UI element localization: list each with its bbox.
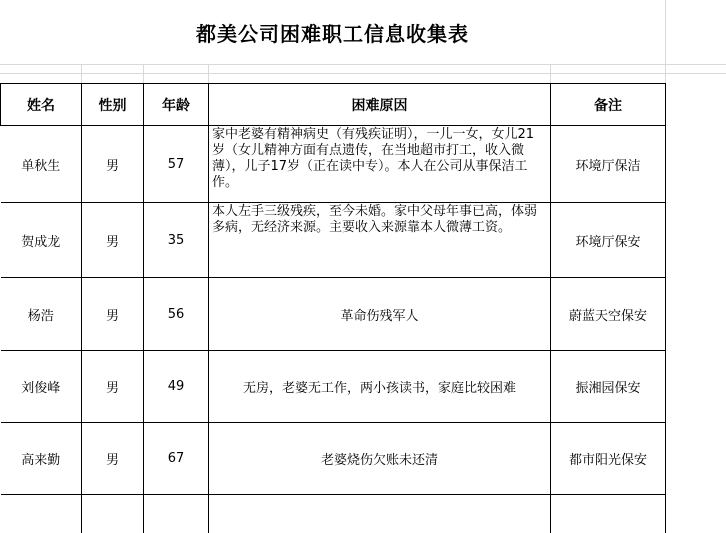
grid-row-line xyxy=(0,64,726,65)
cell-name[interactable]: 高来勤 xyxy=(1,423,82,495)
table-row xyxy=(1,126,666,203)
cell-note[interactable]: 振湘园保安 xyxy=(551,351,666,423)
table-header-row xyxy=(1,84,666,126)
cell-note[interactable]: 都市阳光保安 xyxy=(551,423,666,495)
table-row xyxy=(1,351,666,423)
cell-name[interactable]: 单秋生 xyxy=(1,126,82,203)
cell-name[interactable]: 杨浩 xyxy=(1,278,82,351)
cell-age[interactable]: 35 xyxy=(144,203,209,278)
cell-reason[interactable]: 无房，老婆无工作，两小孩读书，家庭比较困难 xyxy=(209,351,551,423)
cell-age[interactable]: 57 xyxy=(144,126,209,203)
cell-age[interactable]: 49 xyxy=(144,351,209,423)
grid-row-line xyxy=(0,73,726,74)
cell-empty[interactable] xyxy=(144,495,209,533)
cell-reason[interactable]: 本人左手三级残疾，至今未婚。家中父母年事已高，体弱多病，无经济来源。主要收入来源靠本人微薄工资。 xyxy=(209,203,551,278)
cell-reason[interactable]: 老婆烧伤欠账未还清 xyxy=(209,423,551,495)
cell-gender[interactable]: 男 xyxy=(82,203,144,278)
cell-empty[interactable] xyxy=(209,495,551,533)
cell-note[interactable]: 蔚蓝天空保安 xyxy=(551,278,666,351)
cell-gender[interactable]: 男 xyxy=(82,278,144,351)
cell-name[interactable]: 贺成龙 xyxy=(1,203,82,278)
table-row xyxy=(1,423,666,495)
cell-reason[interactable]: 家中老婆有精神病史（有残疾证明），一儿一女，女儿21岁（女儿精神方面有点遗传，在当地超市打工，收入微薄），儿子17岁（正在读中专）。本人在公司从事保洁工作。 xyxy=(209,126,551,203)
cell-age[interactable]: 56 xyxy=(144,278,209,351)
cell-age[interactable]: 67 xyxy=(144,423,209,495)
cell-gender[interactable]: 男 xyxy=(82,423,144,495)
header-reason[interactable]: 困难原因 xyxy=(209,84,551,126)
header-note[interactable]: 备注 xyxy=(551,84,666,126)
cell-gender[interactable]: 男 xyxy=(82,351,144,423)
header-name[interactable]: 姓名 xyxy=(1,84,82,126)
employee-table xyxy=(0,83,666,533)
cell-name[interactable]: 刘俊峰 xyxy=(1,351,82,423)
table-row xyxy=(1,203,666,278)
cell-reason[interactable]: 革命伤残军人 xyxy=(209,278,551,351)
cell-empty[interactable] xyxy=(82,495,144,533)
page-title: 都美公司困难职工信息收集表 xyxy=(0,0,665,64)
table-row-empty xyxy=(1,495,666,533)
cell-empty[interactable] xyxy=(1,495,82,533)
cell-gender[interactable]: 男 xyxy=(82,126,144,203)
header-age[interactable]: 年龄 xyxy=(144,84,209,126)
cell-note[interactable]: 环境厅保洁 xyxy=(551,126,666,203)
cell-empty[interactable] xyxy=(551,495,666,533)
table-row xyxy=(1,278,666,351)
cell-note[interactable]: 环境厅保安 xyxy=(551,203,666,278)
header-gender[interactable]: 性别 xyxy=(82,84,144,126)
